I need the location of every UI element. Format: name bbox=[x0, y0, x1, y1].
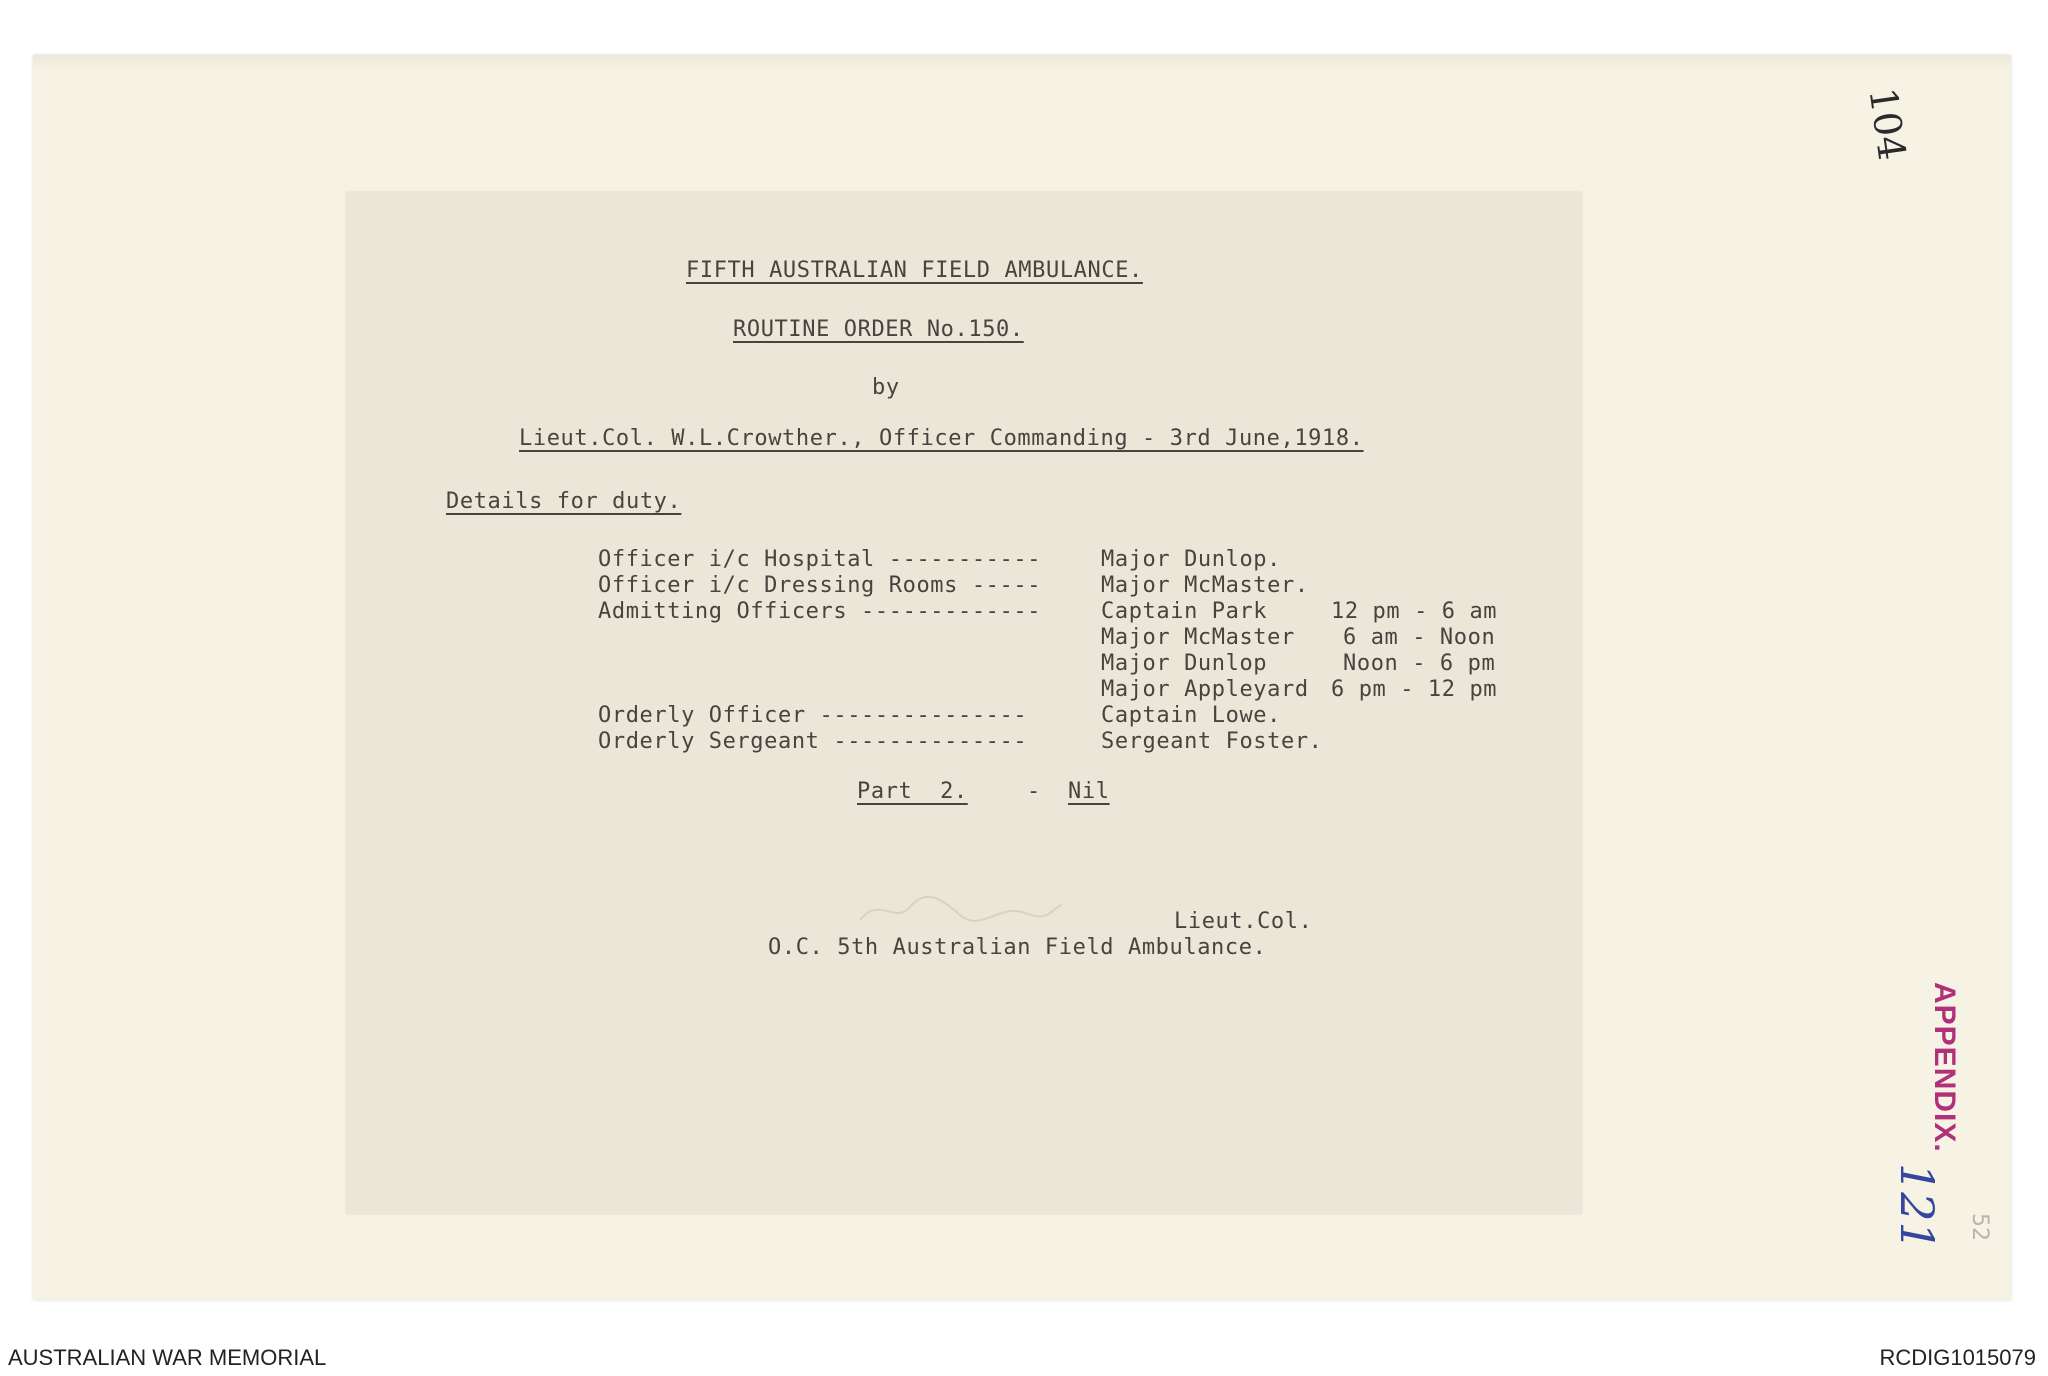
order-title: ROUTINE ORDER No.150. bbox=[733, 317, 1024, 342]
duty-name: Sergeant Foster. bbox=[1101, 729, 1323, 754]
duty-name: Major Dunlop. bbox=[1101, 547, 1281, 572]
by-line: by bbox=[872, 375, 900, 400]
signature-title: O.C. 5th Australian Field Ambulance. bbox=[768, 935, 1267, 960]
part2-value: Nil bbox=[1068, 779, 1110, 804]
appendix-stamp: APPENDIX. bbox=[1928, 982, 1961, 1153]
appendix-number: 121 bbox=[1890, 1163, 1944, 1251]
duty-name: Major Dunlop bbox=[1101, 651, 1268, 676]
duty-name: Captain Park bbox=[1101, 599, 1268, 624]
pencil-mark: 52 bbox=[1967, 1213, 1992, 1241]
duty-role: Orderly Sergeant -------------- bbox=[598, 729, 1028, 754]
unit-heading: FIFTH AUSTRALIAN FIELD AMBULANCE. bbox=[686, 258, 1143, 283]
duty-name: Major McMaster. bbox=[1101, 573, 1309, 598]
part2-dash: - bbox=[1027, 779, 1041, 804]
section-heading: Details for duty. bbox=[446, 489, 682, 514]
duty-time: Noon - 6 pm bbox=[1343, 651, 1496, 676]
folio-number: 104 bbox=[1860, 85, 1915, 163]
part2-label: Part 2. bbox=[857, 779, 968, 804]
faint-signature bbox=[850, 885, 1070, 935]
duty-time: 12 pm - 6 am bbox=[1331, 599, 1498, 624]
duty-name: Captain Lowe. bbox=[1101, 703, 1281, 728]
duty-time: 6 pm - 12 pm bbox=[1331, 677, 1498, 702]
duty-name: Major Appleyard bbox=[1101, 677, 1309, 702]
duty-role: Orderly Officer --------------- bbox=[598, 703, 1028, 728]
duty-role: Officer i/c Hospital ----------- bbox=[598, 547, 1042, 572]
institution-footer: AUSTRALIAN WAR MEMORIAL bbox=[8, 1345, 327, 1370]
duty-name: Major McMaster bbox=[1101, 625, 1295, 650]
issued-by-line: Lieut.Col. W.L.Crowther., Officer Commanding - 3rd June,1918. bbox=[519, 426, 1364, 451]
catalogue-id: RCDIG1015079 bbox=[1879, 1345, 2036, 1370]
duty-time: 6 am - Noon bbox=[1343, 625, 1496, 650]
duty-role: Officer i/c Dressing Rooms ----- bbox=[598, 573, 1042, 598]
signature-rank: Lieut.Col. bbox=[1174, 909, 1313, 934]
mount-top-edge bbox=[33, 55, 2011, 69]
duty-role: Admitting Officers ------------- bbox=[598, 599, 1042, 624]
